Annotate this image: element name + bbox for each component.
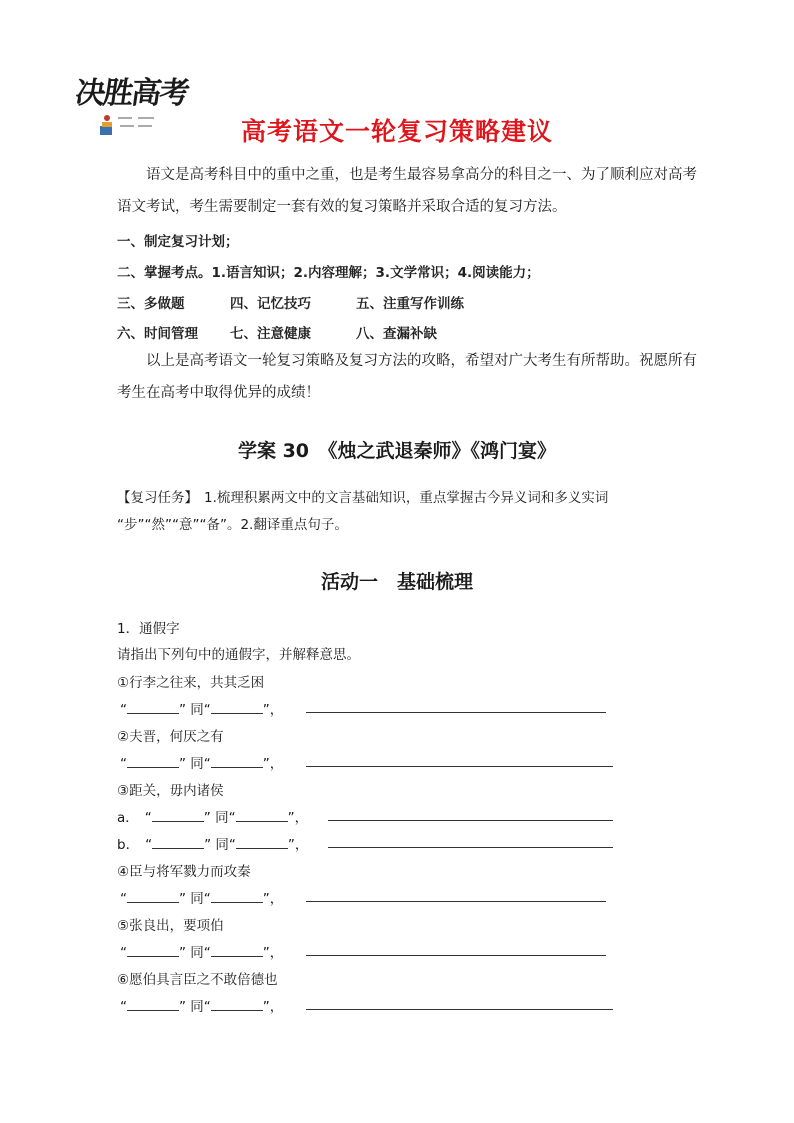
fill-row-5: “ ” 同“ ”， — [120, 941, 283, 961]
strategy-5: 五、注重写作训练 — [356, 296, 464, 312]
fill-row-3a: a． “ ” 同“ ”， — [117, 806, 308, 826]
blank-char[interactable] — [127, 753, 179, 768]
answer-line-5[interactable] — [306, 955, 606, 956]
blank-char-target[interactable] — [211, 753, 263, 768]
strategy-3: 三、多做题 — [117, 296, 185, 312]
strategy-7: 七、注意健康 — [230, 326, 311, 342]
fill-row-4: “ ” 同“ ”， — [120, 887, 283, 907]
closing-line-1: 以上是高考语文一轮复习策略及复习方法的攻略，希望对广大考生有所帮助。祝愿所有 — [146, 353, 697, 369]
strategy-2: 二、掌握考点。1.语言知识；2.内容理解；3.文学常识；4.阅读能力； — [117, 265, 540, 281]
blank-char-target[interactable] — [211, 942, 263, 957]
blank-char[interactable] — [127, 888, 179, 903]
task-text-1: 1.梳理积累两文中的文言基础知识，重点掌握古今异义词和多义实词 — [204, 490, 609, 506]
task-line-2: “步”“然”“意”“备”。2.翻译重点句子。 — [117, 517, 348, 533]
blank-char-target[interactable] — [236, 834, 288, 849]
strategy-6: 六、时间管理 — [117, 326, 198, 342]
section-heading: 1．通假字 — [117, 621, 180, 637]
intro-line-1: 语文是高考科目中的重中之重，也是考生最容易拿高分的科目之一、为了顺利应对高考 — [146, 167, 697, 183]
fill-row-6: “ ” 同“ ”， — [120, 995, 283, 1015]
section-instruction: 请指出下列句中的通假字，并解释意思。 — [117, 647, 360, 663]
task-label: 【复习任务】 — [117, 490, 198, 506]
logo-text: 决胜高考 — [73, 76, 190, 111]
item-sentence-5: ⑤张良出，要项伯 — [117, 918, 224, 934]
answer-line-1[interactable] — [306, 712, 606, 713]
blank-char[interactable] — [152, 807, 204, 822]
blank-char[interactable] — [127, 699, 179, 714]
closing-line-2: 考生在高考中取得优异的成绩！ — [117, 385, 320, 401]
strategy-1: 一、制定复习计划； — [117, 234, 239, 250]
fill-row-1: “ ” 同“ ”， — [120, 698, 283, 718]
blank-char-target[interactable] — [211, 699, 263, 714]
blank-char[interactable] — [127, 996, 179, 1011]
page-title: 高考语文一轮复习策略建议 — [240, 117, 553, 146]
item-sentence-1: ①行李之往来，共其乏困 — [117, 675, 265, 691]
strategy-4: 四、记忆技巧 — [230, 296, 311, 312]
answer-line-4[interactable] — [306, 901, 606, 902]
answer-line-6[interactable] — [306, 1009, 613, 1010]
blank-char-target[interactable] — [236, 807, 288, 822]
item-sentence-6: ⑥愿伯具言臣之不敢倍德也 — [117, 972, 278, 988]
blank-char[interactable] — [127, 942, 179, 957]
strategy-8: 八、查漏补缺 — [356, 326, 437, 342]
blank-char-target[interactable] — [211, 996, 263, 1011]
blank-char[interactable] — [152, 834, 204, 849]
item-sentence-3: ③距关，毋内诸侯 — [117, 783, 224, 799]
activity-title: 活动一 基础梳理 — [320, 571, 473, 593]
item-sentence-2: ②夫晋，何厌之有 — [117, 729, 224, 745]
item-sentence-4: ④臣与将军戮力而攻秦 — [117, 864, 251, 880]
answer-line-3a[interactable] — [328, 820, 613, 821]
intro-line-2: 语文考试，考生需要制定一套有效的复习策略并采取合适的复习方法。 — [117, 199, 567, 215]
lesson-title: 学案 30 《烛之武退秦师》《鸿门宴》 — [237, 440, 557, 462]
answer-line-2[interactable] — [306, 766, 613, 767]
fill-row-2: “ ” 同“ ”， — [120, 752, 283, 772]
task-line-1 — [117, 486, 608, 506]
blank-char-target[interactable] — [211, 888, 263, 903]
answer-line-3b[interactable] — [328, 847, 613, 848]
fill-row-3b: b． “ ” 同“ ”， — [117, 833, 308, 853]
